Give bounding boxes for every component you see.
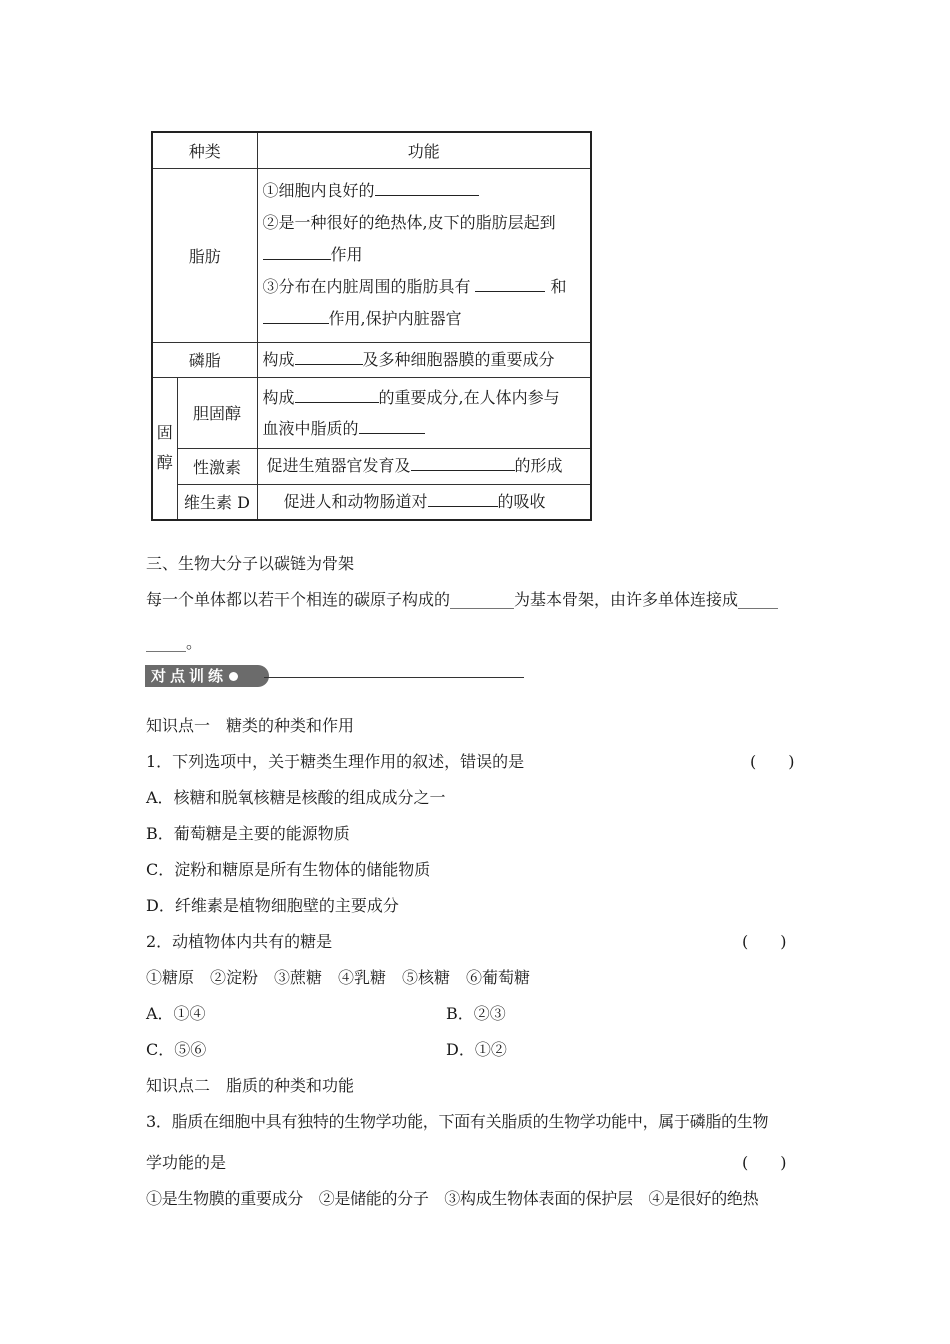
question-2-items: ①糖原 ②淀粉 ③蔗糖 ④乳糖 ⑤核糖 ⑥葡萄糖 [146,968,531,987]
fat-line-4: ③分布在内脏周围的脂肪具有 [262,277,471,296]
fat-line-1: ①细胞内良好的 [262,181,375,200]
blank-fill [375,179,479,196]
question-1-option-c: C．淀粉和糖原是所有生物体的储能物质 [146,860,431,879]
question-2-stem: 2．动植物体内共有的糖是 [146,932,333,951]
row-phospholipid-name: 磷脂 [152,342,257,377]
section-paragraph-line-1: 每一个单体都以若干个相连的碳原子构成的________为基本骨架，由许多单体连接成_____ [146,590,779,609]
row-sex-hormone-function: 促进生殖器官发育及 的形成 [257,448,591,484]
section-heading: 三、生物大分子以碳链为骨架 [146,554,355,573]
row-fat-function [257,168,591,342]
blank-fill [263,307,329,324]
question-1-option-b: B．葡萄糖是主要的能源物质 [146,824,350,843]
blank-fill [428,490,498,507]
row-sex-hormone-name: 性激素 [177,448,257,484]
header-kind: 种类 [152,132,257,168]
fat-line-4-and: 和 [550,277,567,296]
header-function: 功能 [257,132,591,168]
question-2-option-a: A．①④ [146,1004,206,1023]
blank-fill [475,275,545,292]
blank-fill [411,454,515,471]
question-3-items: ①是生物膜的重要成分 ②是储能的分子 ③构成生物体表面的保护层 ④是很好的绝热 [146,1189,759,1208]
dot-icon [229,672,238,681]
exercise-badge [145,665,269,687]
row-fat-name: 脂肪 [152,168,257,342]
question-2-answer-bracket: ( ) [742,932,787,951]
question-2-option-d: D．①② [446,1040,507,1059]
row-vitamin-d-function: 促进人和动物肠道对 的吸收 [257,484,591,520]
section-paragraph-line-2: _____。 [146,633,203,652]
blank-fill [295,386,379,403]
blank-fill [263,243,331,260]
badge-label: 对点训练 [151,667,228,685]
knowledge-point-1: 知识点一 糖类的种类和作用 [146,716,355,735]
blank-fill [359,417,425,434]
question-1-answer-bracket: ( ) [750,752,795,771]
row-cholesterol-name: 胆固醇 [177,377,257,448]
question-2-option-b: B．②③ [446,1004,506,1023]
knowledge-point-2: 知识点二 脂质的种类和功能 [146,1076,355,1095]
fat-line-5: 作用,保护内脏器官 [328,309,462,328]
row-vitamin-d-name: 维生素 D [177,484,257,520]
row-phospholipid-function: 构成 及多种细胞器膜的重要成分 [257,342,591,377]
question-1-option-a: A．核糖和脱氧核糖是核酸的组成成分之一 [146,788,446,807]
question-3-stem-line-1: 3．脂质在细胞中具有独特的生物学功能，下面有关脂质的生物学功能中，属于磷脂的生物 [146,1112,769,1131]
lipid-table [151,131,592,521]
blank-fill [295,348,363,365]
question-2-option-c: C．⑤⑥ [146,1040,207,1059]
question-1-option-d: D．纤维素是植物细胞壁的主要成分 [146,896,399,915]
question-3-stem-line-2: 学功能的是 [146,1153,227,1172]
fat-line-2: ②是一种很好的绝热体,皮下的脂肪层起到 [262,213,556,232]
question-1-stem: 1．下列选项中，关于糖类生理作用的叙述，错误的是 [146,752,525,771]
question-3-answer-bracket: ( ) [742,1153,787,1172]
fat-line-3: 作用 [330,245,363,264]
badge-rule [264,677,524,678]
row-cholesterol-function: 构成 的重要成分,在人体内参与 血液中脂质的 [257,377,591,448]
sterol-group-label: 固 醇 [152,377,177,520]
